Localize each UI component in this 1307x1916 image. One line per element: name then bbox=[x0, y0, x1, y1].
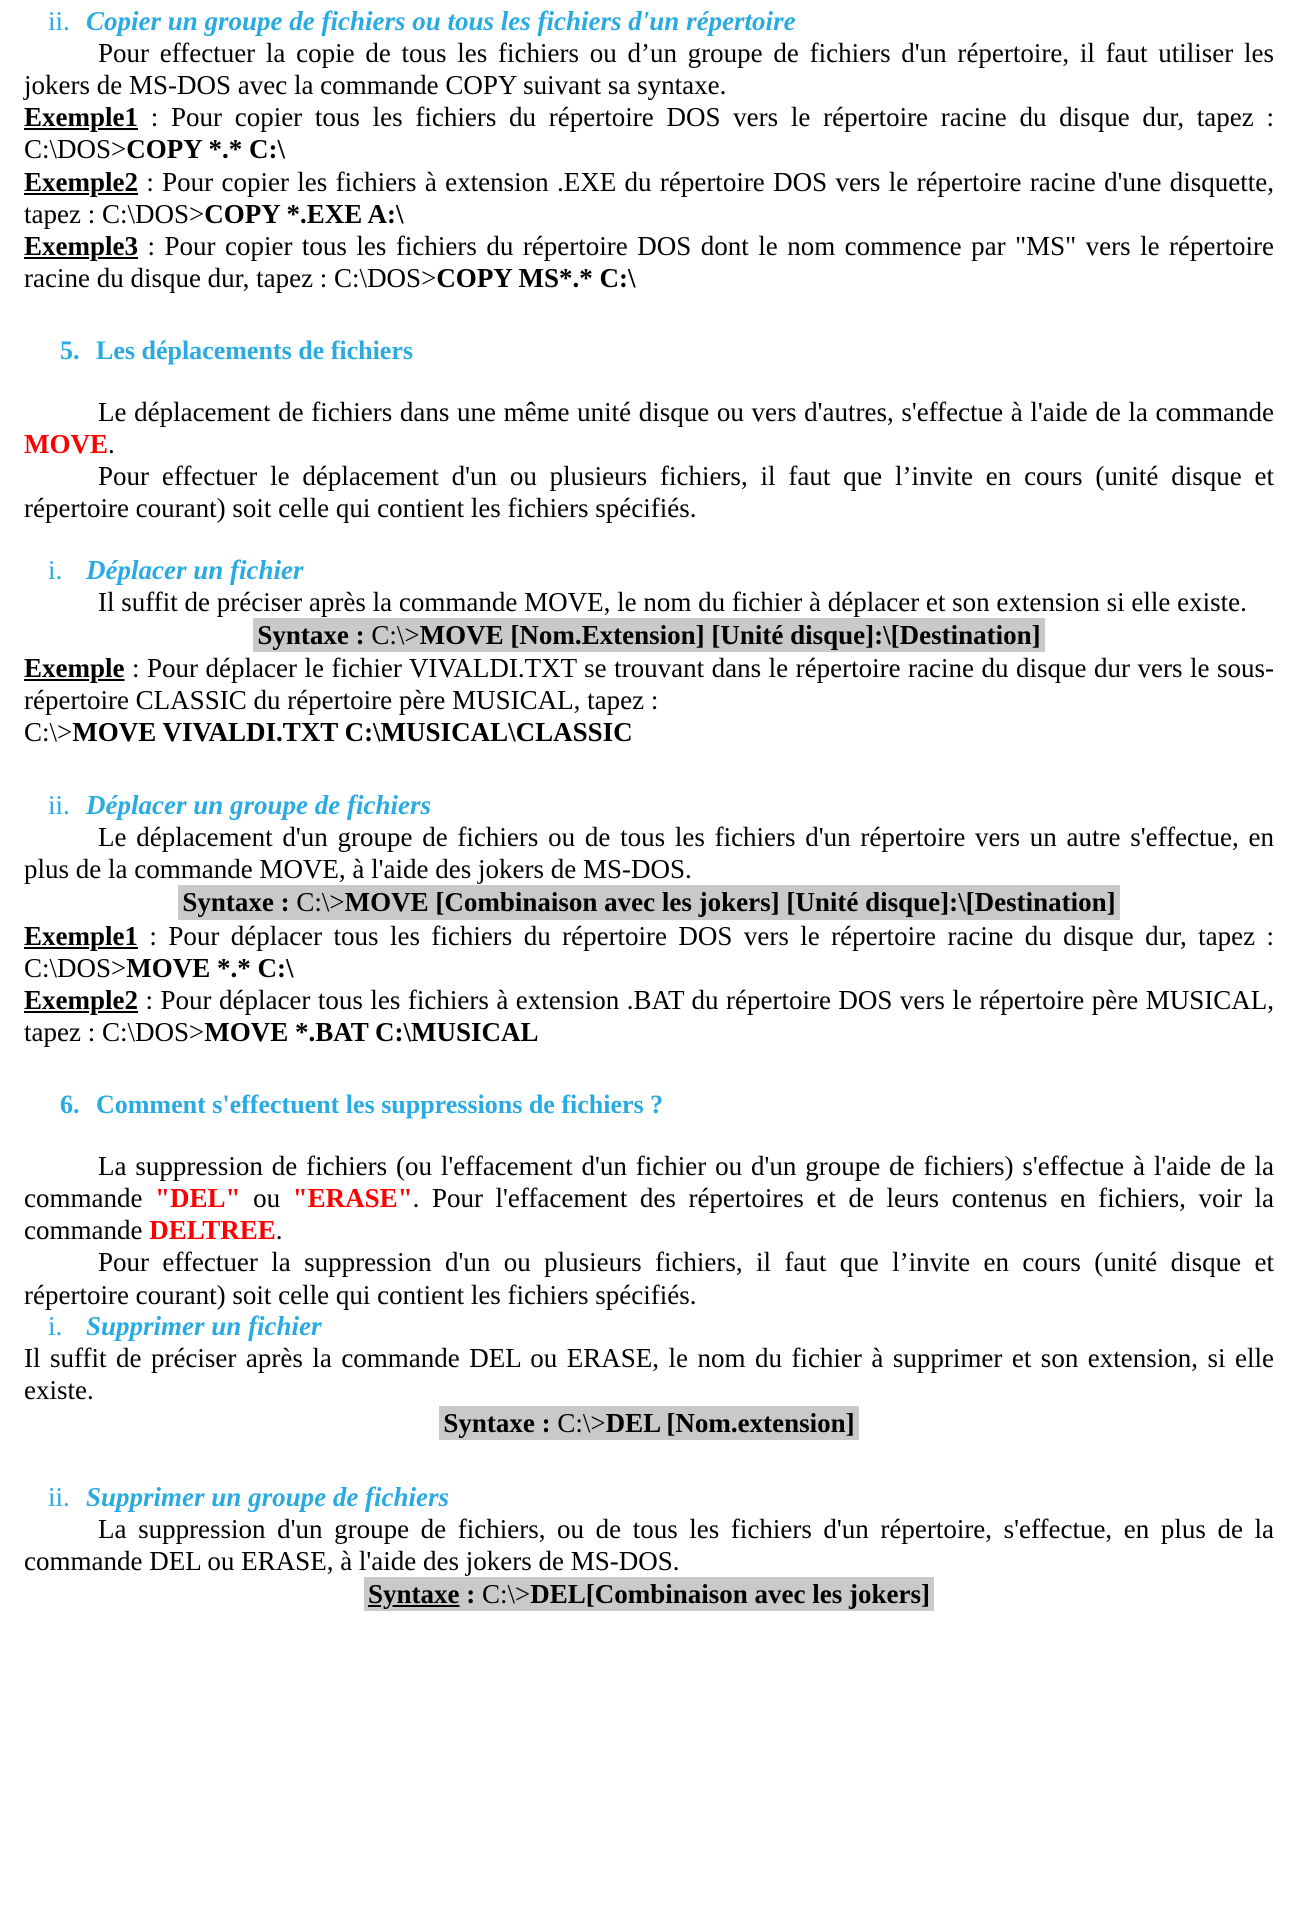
syntax-box-move-group bbox=[178, 885, 1119, 919]
syntax-command: DEL [Nom.extension] bbox=[605, 1407, 855, 1438]
example-text: Pour déplacer le fichier VIVALDI.TXT se trouvant dans le répertoire racine du disque dur vers le sous-répertoire CLASSIC du répertoire père MUSICAL, tapez : bbox=[24, 652, 1274, 715]
example-command: COPY *.EXE A:\ bbox=[204, 198, 404, 229]
example-move-single-command-line bbox=[24, 716, 1274, 748]
syntax-prompt: C:\> bbox=[371, 619, 420, 650]
syntax-prompt: C:\> bbox=[296, 887, 345, 918]
paragraph-text-cont: . Pour l'effacement des répertoires et de leurs contenus en fichiers, voir la commande bbox=[24, 1183, 1274, 1246]
syntax-separator: : bbox=[273, 887, 297, 918]
syntax-command: MOVE [Nom.Extension] [Unité disque]:\[Destination] bbox=[419, 619, 1041, 650]
syntax-box-move-single bbox=[253, 618, 1044, 652]
syntax-row-del-group bbox=[24, 1577, 1274, 1611]
example-move-group-1 bbox=[24, 920, 1274, 984]
heading-section-5 bbox=[24, 336, 1274, 366]
syntax-separator: : bbox=[348, 619, 372, 650]
spacer bbox=[24, 1440, 1274, 1482]
paragraph-delete-prompt-note: Pour effectuer la suppression d'un ou plusieurs fichiers, il faut que l’invite en cours (unité disque et répertoire courant) soit celle qui contient les fichiers spécifiés. bbox=[24, 1247, 1274, 1310]
heading-section-6-title: Comment s'effectuent les suppressions de fichiers ? bbox=[96, 1090, 664, 1119]
spacer bbox=[24, 525, 1274, 555]
syntax-row-move-single bbox=[24, 618, 1274, 652]
example-text: Pour copier tous les fichiers du répertoire DOS dont le nom commence par "MS" vers le répertoire racine du disque dur, tapez : C:\DOS> bbox=[24, 230, 1274, 293]
example-separator: : bbox=[138, 230, 165, 261]
command-prompt: C:\> bbox=[24, 717, 73, 747]
example-text: Pour déplacer tous les fichiers du répertoire DOS vers le répertoire racine du disque dur, tapez : C:\DOS> bbox=[24, 920, 1274, 983]
paragraph-text-end: . bbox=[275, 1215, 283, 1246]
example-separator: : bbox=[138, 166, 163, 197]
example-text: Pour déplacer tous les fichiers à extension .BAT du répertoire DOS vers le répertoire père MUSICAL, tapez : C:\DOS> bbox=[24, 984, 1274, 1047]
example-command: MOVE VIVALDI.TXT C:\MUSICAL\CLASSIC bbox=[72, 717, 633, 747]
paragraph-supprimer-groupe-intro: La suppression d'un groupe de fichiers, ou de tous les fichiers d'un répertoire, s'effectue, en plus de la commande DEL ou ERASE, à l'aide des jokers de MS-DOS. bbox=[24, 1514, 1274, 1577]
heading-copier-groupe bbox=[24, 6, 1274, 37]
syntax-label: Syntaxe bbox=[257, 619, 349, 650]
spacer bbox=[24, 366, 1274, 396]
syntax-label: Syntaxe bbox=[443, 1407, 535, 1438]
example-command: COPY *.* C:\ bbox=[126, 134, 285, 165]
heading-section-number: 6. bbox=[60, 1090, 80, 1119]
example-label: Exemple1 bbox=[24, 102, 138, 133]
command-move: MOVE bbox=[24, 429, 108, 460]
heading-supprimer-fichier bbox=[24, 1311, 1274, 1342]
paragraph-deplacer-groupe-intro: Le déplacement d'un groupe de fichiers ou de tous les fichiers d'un répertoire vers un autre s'effectue, en plus de la commande MOVE, à l'aide des jokers de MS-DOS. bbox=[24, 822, 1274, 885]
syntax-box-del-single bbox=[439, 1406, 858, 1440]
heading-roman-numeral: i. bbox=[48, 554, 63, 585]
syntax-command: MOVE [Combinaison avec les jokers] [Unité disque]:\[Destination] bbox=[344, 887, 1116, 918]
example-copy-3 bbox=[24, 230, 1274, 294]
heading-section-6 bbox=[24, 1090, 1274, 1120]
heading-deplacer-fichier-title: Déplacer un fichier bbox=[86, 554, 304, 585]
syntax-box-del-group bbox=[364, 1577, 934, 1611]
example-command: MOVE *.* C:\ bbox=[126, 952, 294, 983]
heading-supprimer-groupe bbox=[24, 1482, 1274, 1513]
example-label: Exemple2 bbox=[24, 984, 138, 1015]
example-command: MOVE *.BAT C:\MUSICAL bbox=[204, 1016, 539, 1047]
heading-supprimer-fichier-title: Supprimer un fichier bbox=[86, 1310, 322, 1341]
syntax-prompt: C:\> bbox=[557, 1407, 606, 1438]
paragraph-move-prompt-note: Pour effectuer le déplacement d'un ou plusieurs fichiers, il faut que l’invite en cours (unité disque et répertoire courant) soit celle qui contient les fichiers spécifiés. bbox=[24, 461, 1274, 524]
example-label: Exemple3 bbox=[24, 230, 138, 261]
syntax-label: Syntaxe bbox=[367, 1579, 460, 1610]
paragraph-text-end: . bbox=[108, 429, 115, 460]
heading-copier-groupe-title: Copier un groupe de fichiers ou tous les fichiers d'un répertoire bbox=[86, 6, 796, 36]
paragraph-text-mid: ou bbox=[240, 1183, 293, 1214]
example-move-group-2 bbox=[24, 984, 1274, 1048]
example-move-single bbox=[24, 652, 1274, 716]
syntax-label: Syntaxe bbox=[182, 887, 274, 918]
example-label: Exemple2 bbox=[24, 166, 138, 197]
command-deltree: DELTREE bbox=[149, 1215, 276, 1246]
heading-roman-numeral: ii. bbox=[48, 6, 70, 36]
paragraph-supprimer-fichier-intro: Il suffit de préciser après la commande DEL ou ERASE, le nom du fichier à supprimer et son extension, si elle existe. bbox=[24, 1342, 1274, 1405]
heading-supprimer-groupe-title: Supprimer un groupe de fichiers bbox=[86, 1482, 450, 1512]
syntax-separator: : bbox=[534, 1407, 558, 1438]
example-text: Pour copier les fichiers à extension .EXE du répertoire DOS vers le répertoire racine d'une disquette, tapez : C:\DOS> bbox=[24, 166, 1274, 229]
example-command: COPY MS*.* C:\ bbox=[436, 262, 636, 293]
heading-deplacer-groupe bbox=[24, 790, 1274, 821]
paragraph-delete-intro bbox=[24, 1150, 1274, 1246]
heading-roman-numeral: i. bbox=[48, 1310, 63, 1341]
spacer bbox=[24, 1048, 1274, 1090]
example-separator: : bbox=[124, 652, 148, 683]
paragraph-deplacer-fichier-intro: Il suffit de préciser après la commande MOVE, le nom du fichier à déplacer et son extension si elle existe. bbox=[98, 586, 1247, 617]
command-erase: "ERASE" bbox=[292, 1183, 413, 1214]
syntax-prompt: C:\> bbox=[482, 1579, 531, 1610]
heading-roman-numeral: ii. bbox=[48, 790, 70, 821]
syntax-separator: : bbox=[459, 1579, 482, 1610]
syntax-row-del-single bbox=[24, 1406, 1274, 1440]
heading-roman-numeral: ii. bbox=[48, 1482, 70, 1512]
example-copy-1 bbox=[24, 101, 1274, 165]
heading-section-5-title: Les déplacements de fichiers bbox=[96, 336, 414, 365]
example-copy-2 bbox=[24, 166, 1274, 230]
example-separator: : bbox=[138, 920, 169, 951]
paragraph-copier-intro: Pour effectuer la copie de tous les fichiers ou d’un groupe de fichiers d'un répertoire, il faut utiliser les jokers de MS-DOS avec la commande COPY suivant sa syntaxe. bbox=[24, 38, 1274, 101]
syntax-command: DEL[Combinaison avec les jokers] bbox=[530, 1579, 930, 1610]
command-del: "DEL" bbox=[155, 1183, 241, 1214]
syntax-row-move-group bbox=[24, 885, 1274, 919]
example-text: Pour copier tous les fichiers du répertoire DOS vers le répertoire racine du disque dur, tapez : C:\DOS> bbox=[24, 102, 1274, 165]
heading-deplacer-groupe-title: Déplacer un groupe de fichiers bbox=[86, 790, 431, 821]
paragraph-text: La suppression de fichiers (ou l'effacement d'un fichier ou d'un groupe de fichiers) s'effectue à l'aide de la commande bbox=[24, 1151, 1274, 1214]
heading-deplacer-fichier bbox=[24, 555, 1274, 586]
example-label: Exemple1 bbox=[24, 920, 138, 951]
spacer bbox=[24, 748, 1274, 790]
paragraph-move-intro bbox=[24, 396, 1274, 460]
spacer bbox=[24, 1120, 1274, 1150]
spacer bbox=[24, 294, 1274, 336]
example-label: Exemple bbox=[24, 652, 125, 683]
example-separator: : bbox=[138, 102, 171, 133]
paragraph-text: Le déplacement de fichiers dans une même unité disque ou vers d'autres, s'effectue à l'aide de la commande bbox=[98, 397, 1274, 427]
heading-section-number: 5. bbox=[60, 336, 80, 365]
example-separator: : bbox=[138, 984, 161, 1015]
